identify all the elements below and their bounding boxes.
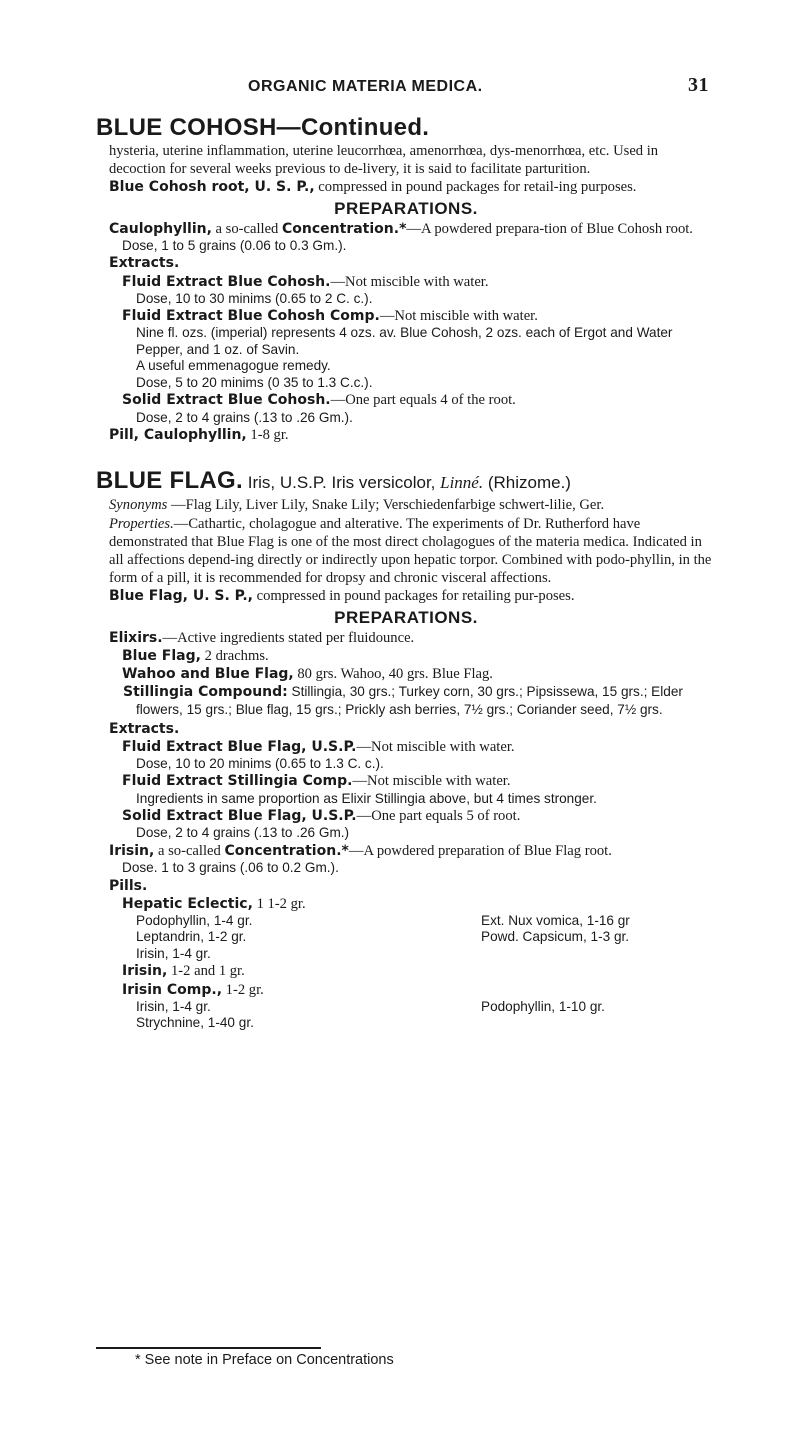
cohosh-preparations-heading: PREPARATIONS. bbox=[334, 198, 478, 218]
pills-label: Pills. bbox=[109, 877, 148, 894]
flag-fluid-extract: Fluid Extract Blue Flag, U.S.P.—Not miscible with water. bbox=[122, 738, 515, 755]
page-body bbox=[96, 114, 716, 1032]
caulophyllin-pill: Pill, Caulophyllin, 1-8 gr. bbox=[109, 427, 289, 444]
stillingia-fluid-extract-note: Ingredients in same proportion as Elixir Stillingia above, but 4 times stronger. bbox=[136, 790, 597, 806]
section-heading-blue-cohosh: BLUE COHOSH—Continued. bbox=[96, 114, 430, 141]
irisin-dose: Dose. 1 to 3 grains (.06 to 0.2 Gm.). bbox=[122, 860, 339, 876]
hepatic-eclectic-pill: Hepatic Eclectic, 1 1-2 gr. bbox=[122, 895, 306, 912]
flag-solid-extract-dose: Dose, 2 to 4 grains (.13 to .26 Gm.) bbox=[136, 825, 350, 841]
irisin-pill: Irisin, 1-2 and 1 gr. bbox=[122, 963, 245, 980]
cohosh-root-entry: Blue Cohosh root, U. S. P., compressed in pound packages for retail-ing purposes. bbox=[109, 179, 637, 196]
stillingia-fluid-extract: Fluid Extract Stillingia Comp.—Not miscible with water. bbox=[122, 773, 511, 790]
blue-flag-properties: Properties.—Cathartic, cholagogue and alterative. The experiments of Dr. Rutherford have demonstrated that Blue Flag is one of the most direct cholagogues of the materia medica. Indicated in all affections depend-ing directly or indirectly upon hepatic torpor. Combined with podo-phyllin, in the form of a pill, it is recommended for dropsy and chronic visceral affections. bbox=[109, 515, 712, 587]
cohosh-solid-extract-dose: Dose, 2 to 4 grains (.13 to .26 Gm.). bbox=[136, 409, 353, 425]
flag-solid-extract: Solid Extract Blue Flag, U.S.P.—One part equals 5 of root. bbox=[122, 808, 521, 825]
cohosh-fluid-extract-dose: Dose, 10 to 30 minims (0.65 to 2 C. c.). bbox=[136, 290, 373, 306]
elixir-wahoo-blue-flag: Wahoo and Blue Flag, 80 grs. Wahoo, 40 grs. Blue Flag. bbox=[122, 665, 493, 682]
page-number: 31 bbox=[688, 74, 709, 96]
elixir-blue-flag: Blue Flag, 2 drachms. bbox=[122, 647, 269, 664]
cohosh-fluid-extract-comp: Fluid Extract Blue Cohosh Comp.—Not miscible with water. bbox=[122, 308, 538, 325]
flag-extracts-label: Extracts. bbox=[109, 720, 180, 737]
section-heading-blue-flag: BLUE FLAG. Iris, U.S.P. Iris versicolor, Linné. (Rhizome.) bbox=[96, 467, 571, 495]
hepatic-eclectic-row-3: Irisin, 1-4 gr. bbox=[136, 945, 211, 961]
elixir-stillingia-compound: Stillingia Compound: Stillingia, 30 grs.; Turkey corn, 30 grs.; Pipsissewa, 15 grs.; Elder flowers, 15 grs.; Blue flag, 15 grs.; Prickly ash berries, 7½ grs.; Coriander seed, 7½ grs. bbox=[123, 684, 683, 718]
footnote: * See note in Preface on Concentrations bbox=[135, 1352, 394, 1368]
cohosh-intro: hysteria, uterine inflammation, uterine leucorrhœa, amenorrhœa, dys-menorrhœa, etc. Used in decoction for several weeks previous to de-livery, it is said to facilitate parturition. bbox=[109, 143, 659, 178]
cohosh-solid-extract: Solid Extract Blue Cohosh.—One part equals 4 of the root. bbox=[122, 392, 516, 409]
hepatic-eclectic-row-2: Leptandrin, 1-2 gr. Powd. Capsicum, 1-3 gr. bbox=[136, 929, 630, 945]
blue-flag-synonyms: Synonyms —Flag Lily, Liver Lily, Snake Lily; Verschiedenfarbige schwert-lilie, Ger. bbox=[109, 497, 605, 514]
cohosh-fluid-extract-comp-composition: Nine fl. ozs. (imperial) represents 4 ozs. av. Blue Cohosh, 2 ozs. each of Ergot and Water Pepper, and 1 oz. of Savin. bbox=[136, 325, 673, 357]
cohosh-fluid-extract-comp-dose: Dose, 5 to 20 minims (0 35 to 1.3 C.c.). bbox=[136, 374, 373, 390]
irisin-comp-row-2: Strychnine, 1-40 gr. bbox=[136, 1015, 254, 1031]
flag-fluid-extract-dose: Dose, 10 to 20 minims (0.65 to 1.3 C. c.). bbox=[136, 755, 384, 771]
blue-flag-root-entry: Blue Flag, U. S. P., compressed in pound packages for retailing pur-poses. bbox=[109, 588, 575, 605]
elixirs-entry: Elixirs.—Active ingredients stated per fluidounce. bbox=[109, 629, 415, 646]
footnote-rule bbox=[96, 1347, 321, 1349]
cohosh-fluid-extract: Fluid Extract Blue Cohosh.—Not miscible with water. bbox=[122, 273, 489, 290]
hepatic-eclectic-row-1: Podophyllin, 1-4 gr. Ext. Nux vomica, 1-16 gr bbox=[136, 912, 630, 928]
irisin-entry: Irisin, a so-called Concentration.*—A powdered preparation of Blue Flag root. bbox=[109, 842, 612, 859]
irisin-comp-pill: Irisin Comp., 1-2 gr. bbox=[122, 981, 264, 998]
running-title: ORGANIC MATERIA MEDICA. bbox=[248, 78, 483, 95]
caulophyllin-dose: Dose, 1 to 5 grains (0.06 to 0.3 Gm.). bbox=[122, 237, 347, 253]
irisin-comp-row-1: Irisin, 1-4 gr. Podophyllin, 1-10 gr. bbox=[136, 998, 605, 1014]
cohosh-extracts-label: Extracts. bbox=[109, 255, 180, 272]
flag-preparations-heading: PREPARATIONS. bbox=[334, 607, 478, 627]
caulophyllin-entry: Caulophyllin, a so-called Concentration.*—A powdered prepara-tion of Blue Cohosh root. bbox=[109, 220, 693, 237]
cohosh-fluid-extract-comp-note: A useful emmenagogue remedy. bbox=[136, 358, 331, 374]
